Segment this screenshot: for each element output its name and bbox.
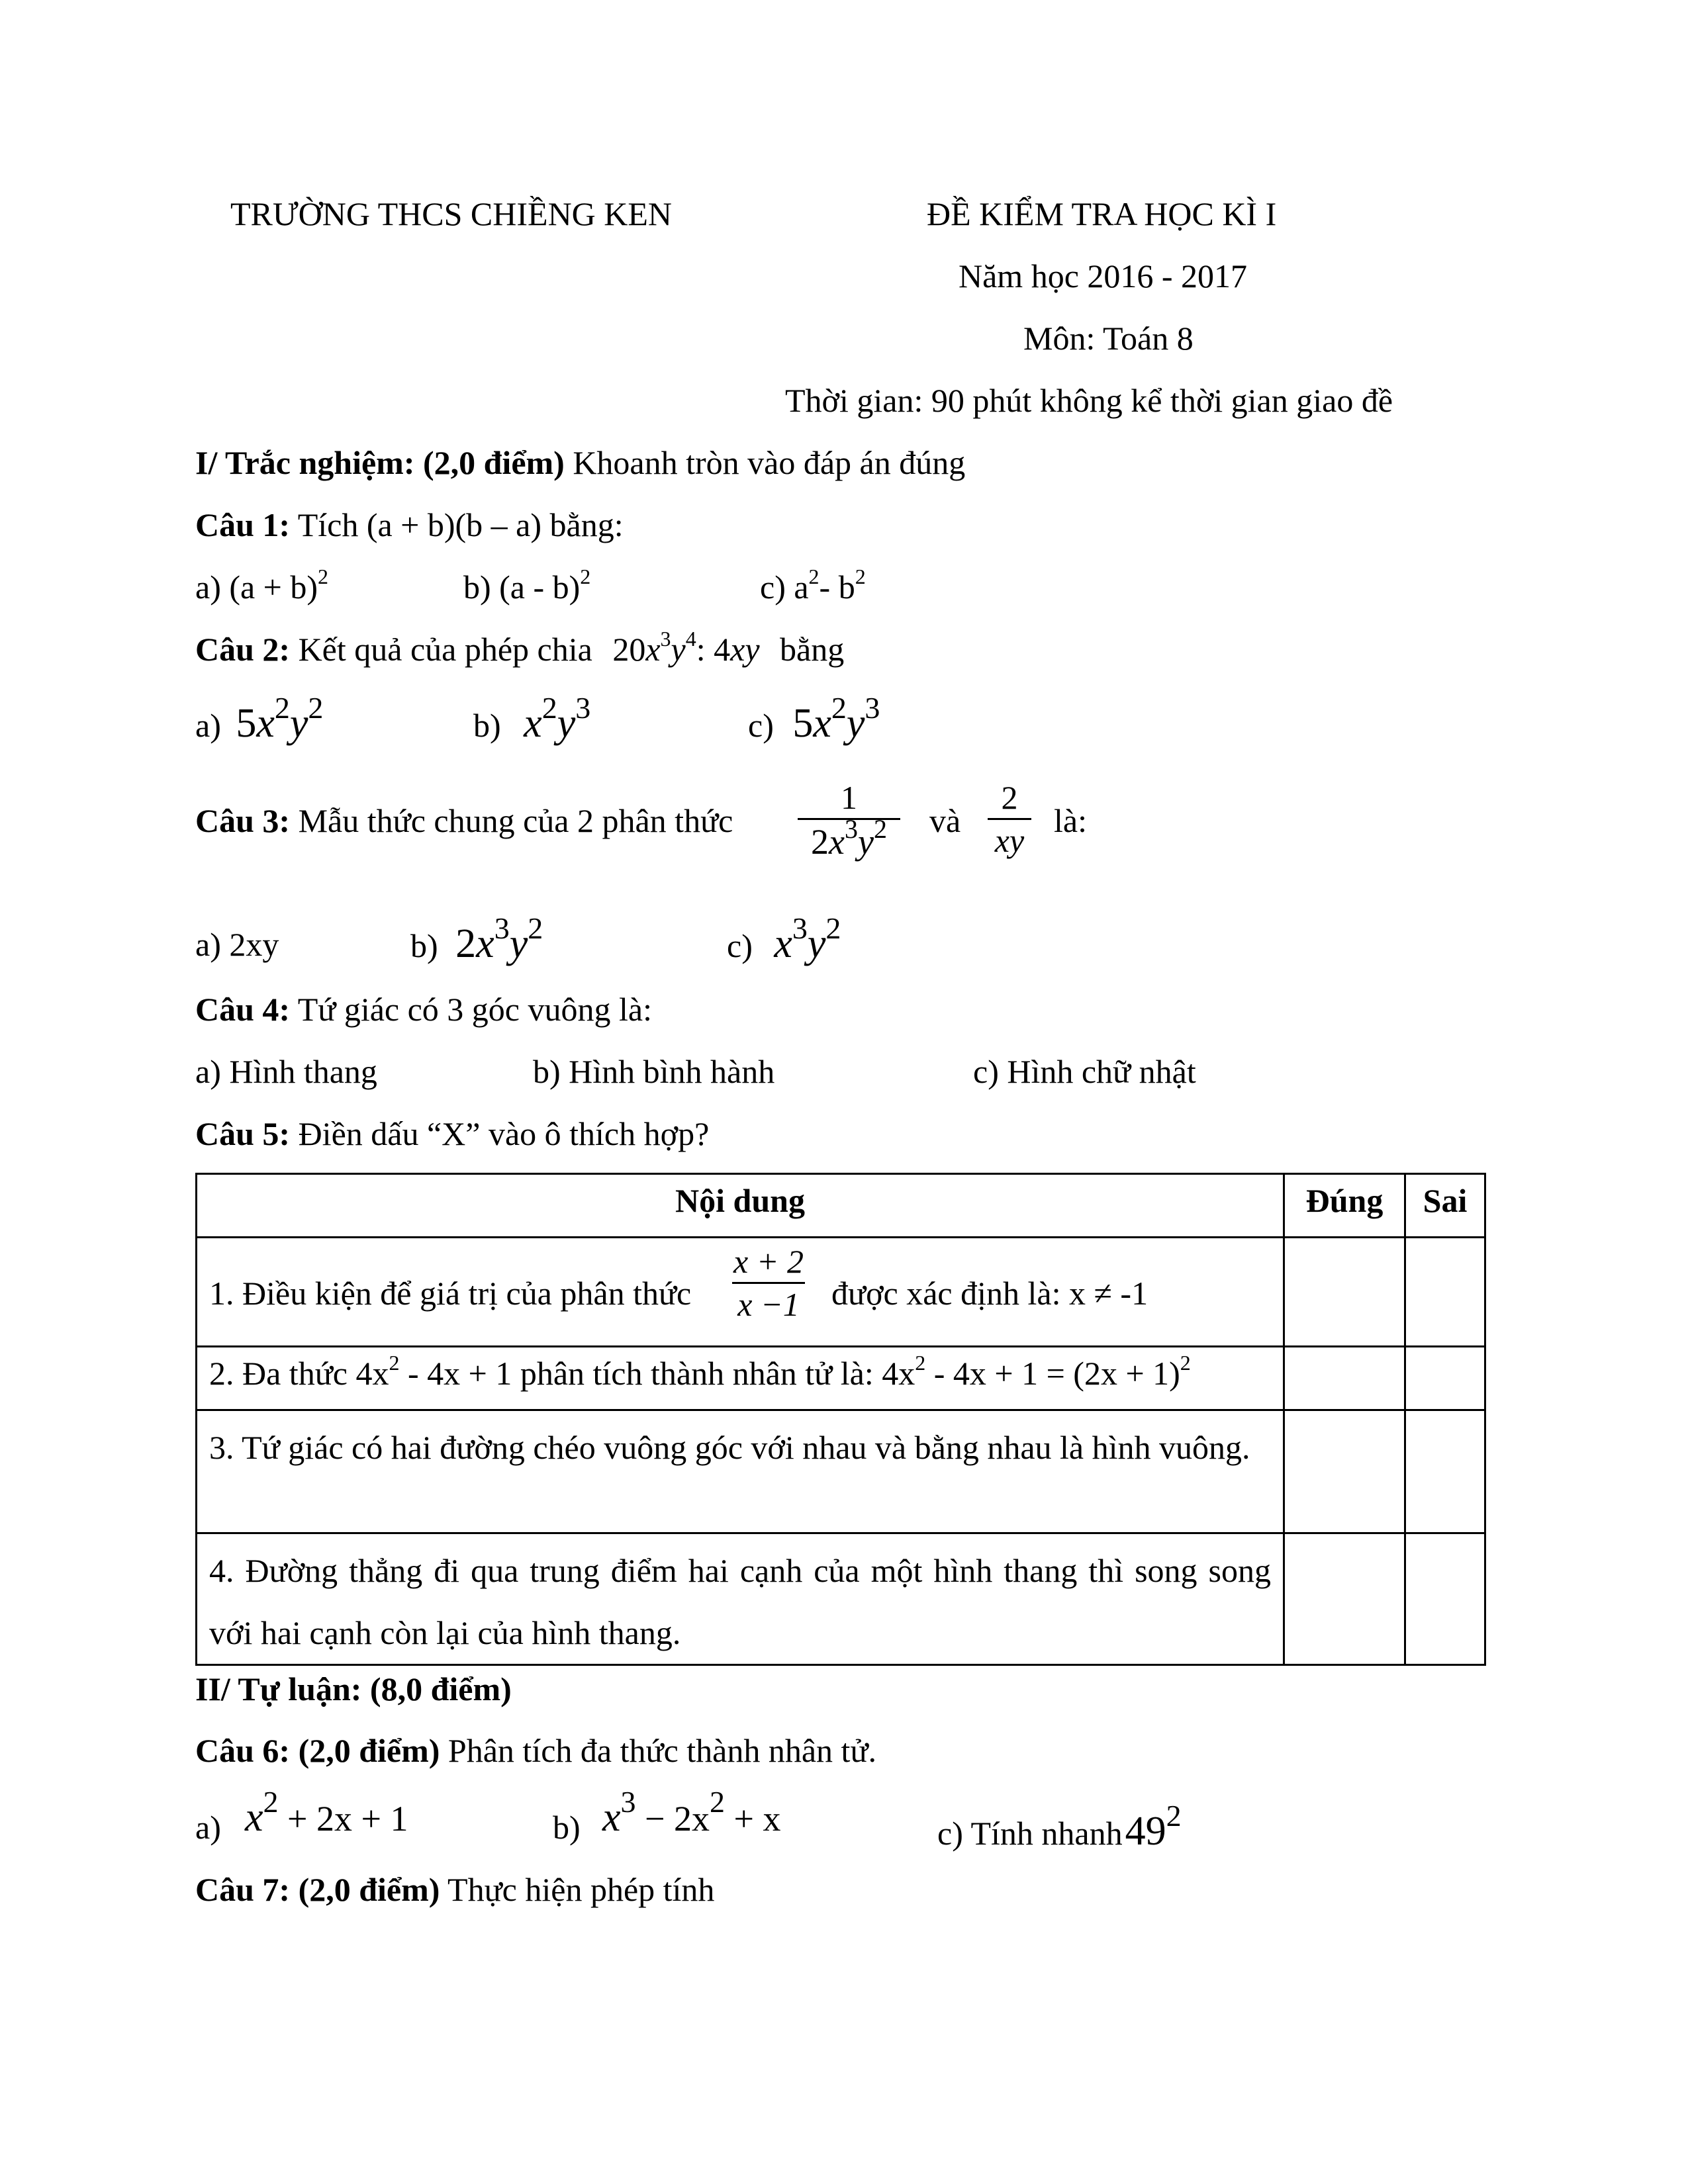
question-6-text: Phân tích đa thức thành nhân tử. [447,1732,877,1769]
question-5-text: Điền dấu “X” vào ô thích hợp? [298,1115,710,1152]
question-7-label: Câu 7: [195,1871,291,1908]
question-2-text: Kết quả của phép chia [298,631,592,668]
school-year: Năm học 2016 - 2017 [959,257,1248,295]
row-1-false-cell[interactable] [1405,1238,1485,1347]
q3-option-c: c) $x^3y^2$ [727,911,841,966]
question-5 [195,1117,709,1150]
row-3-content: 3. Tứ giác có hai đường chéo vuông góc với nhau và bằng nhau là hình vuông. [197,1410,1284,1533]
question-6-points: (2,0 điểm) [298,1732,440,1769]
q1-option-b: b) (a - b)$^2$ [463,565,591,606]
row-1-content: 1. Điều kiện để giá trị của phân thức x + 2 x −1 được xác định là: x ≠ -1 [197,1238,1284,1347]
q3-option-a: a) 2xy [195,926,279,963]
q4-option-a: a) Hình thang [195,1053,377,1090]
q4-option-c: c) Hình chữ nhật [973,1053,1196,1090]
question-2-label: Câu 2: [195,631,291,668]
header-false: Sai [1405,1174,1485,1238]
exam-title: ĐỀ KIỂM TRA HỌC KÌ I [927,195,1277,232]
q2-division-expression: $20x^3y^4$: 4xy [612,627,760,668]
table-row [197,1347,1485,1410]
part1-title: I/ Trắc nghiệm: (2,0 điểm) [195,444,565,481]
question-1-label: Câu 1: [195,506,291,543]
q3-fraction-1: 1 $2x^3y^2$ [798,781,900,860]
q2-option-a: a) $5x^2y^2$ [195,691,324,746]
question-1-text: Tích (a + b)(b – a) bằng: [297,506,624,543]
header-true: Đúng [1284,1174,1405,1238]
row-2-true-cell[interactable] [1284,1347,1405,1410]
header-content: Nội dung [197,1174,1284,1238]
question-6 [195,1734,876,1767]
row-3-true-cell[interactable] [1284,1410,1405,1533]
table-row [197,1533,1485,1665]
part2-heading: II/ Tự luận: (8,0 điểm) [195,1670,512,1707]
question-4-text: Tứ giác có 3 góc vuông là: [297,991,652,1028]
q3-and: và [929,802,961,839]
q6-option-a-label: a) [195,1809,221,1846]
q6-option-b-expression: $x^3 - 2x^2 + x$ [602,1785,781,1840]
q3-suffix: là: [1054,802,1087,839]
row-2-content: 2. Đa thức $4x^2 - 4x + 1$ phân tích thành nhân tử là: $4x^2 - 4x + 1 = (2x + 1)^2$ [197,1347,1284,1410]
table-row [197,1238,1485,1347]
school-name: TRƯỜNG THCS CHIỀNG KEN [230,195,673,232]
question-7-points: (2,0 điểm) [298,1871,440,1908]
q3-fraction-2: 2 xy [988,781,1031,857]
row-4-true-cell[interactable] [1284,1533,1405,1665]
subject: Môn: Toán 8 [1023,320,1194,357]
row-1-fraction: x + 2 x −1 [732,1245,805,1321]
row-1-true-cell[interactable] [1284,1238,1405,1347]
question-3-label: Câu 3: [195,802,291,839]
q3-option-b: b) $2x^3y^2$ [410,911,543,966]
q4-option-b: b) Hình bình hành [533,1053,775,1090]
question-1 [195,508,624,541]
question-7-text: Thực hiện phép tính [447,1871,715,1908]
q2-option-b: b) $x^2y^3$ [473,691,591,746]
question-3-text: Mẫu thức chung của 2 phân thức [298,802,733,839]
q6-option-b-label: b) [553,1809,581,1846]
question-4-label: Câu 4: [195,991,291,1028]
question-5-label: Câu 5: [195,1115,291,1152]
q1-option-a: a) $(a + b)^2$ [195,565,329,606]
question-3 [195,804,733,837]
q6-option-c: c) Tính $nhanh49^2$ [937,1799,1182,1854]
true-false-table [195,1173,1486,1666]
q6-option-a-expression: $x^2 + 2x + 1$ [245,1785,408,1840]
row-2-false-cell[interactable] [1405,1347,1485,1410]
question-7 [195,1873,714,1906]
question-2-suffix: bằng [780,631,845,668]
row-4-content: 4. Đường thẳng đi qua trung điểm hai cạnh của một hình thang thì song song với hai cạnh còn lại của hình thang. [197,1533,1284,1665]
q1-option-c: c) $a^2-$ $b^2$ [760,565,866,606]
part1-heading [195,446,965,479]
exam-time: Thời gian: 90 phút không kể thời gian giao đề [785,382,1393,419]
row-4-false-cell[interactable] [1405,1533,1485,1665]
question-6-label: Câu 6: [195,1732,291,1769]
row-3-false-cell[interactable] [1405,1410,1485,1533]
table-header-row [197,1174,1485,1238]
q2-option-c: c) $5x^2y^3$ [748,691,880,746]
question-2 [195,627,845,668]
part1-instruction: Khoanh tròn vào đáp án đúng [573,444,966,481]
question-4 [195,993,652,1026]
table-row [197,1410,1485,1533]
